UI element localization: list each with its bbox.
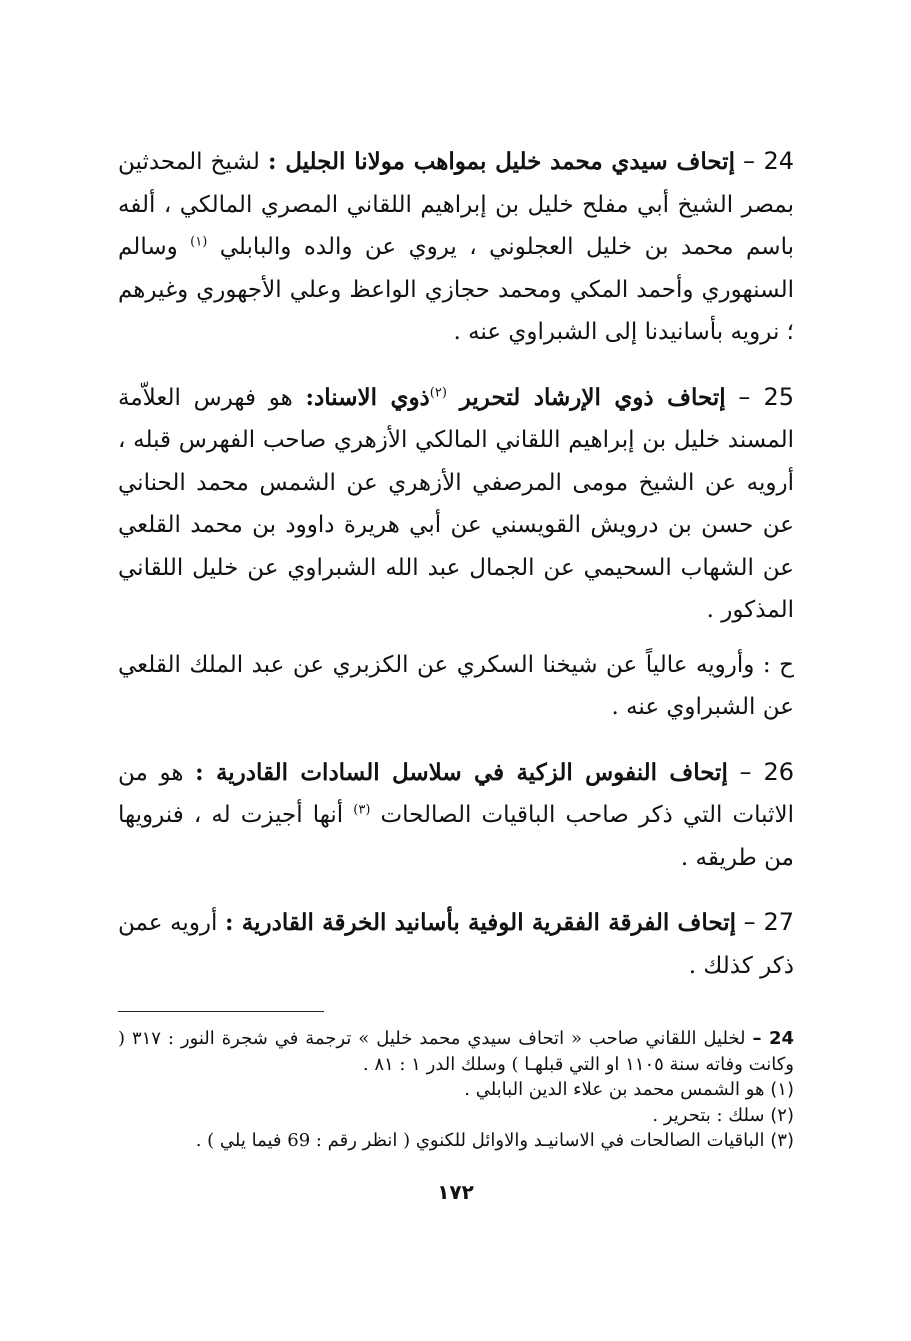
entry-25 [118,376,794,632]
entry-24 [118,140,794,354]
entry-text: أنها أجيزت له ، فنرويها من طريقه . [118,802,794,871]
footnote-text: هو الشمس محمد بن علاء الدين البابلي . [464,1079,765,1100]
entry-title: إتحاف ذوي الإرشاد لتحرير [459,383,726,411]
footnote-label: (٣) [770,1130,794,1151]
footnote-1 [118,1077,794,1103]
entry-number: 27 – [743,908,795,936]
footnote-ref[interactable]: (١) [190,234,208,250]
entry-27 [118,901,794,987]
footnote-text: لخليل اللقاني صاحب « اتحاف سيدي محمد خليل » ترجمة في شجرة النور : ٣١٧ ( وكانت وفاته سنة ١١٠٥ او التي قبلهـا ) وسلك الدر ١ : ٨١ . [118,1028,794,1075]
footnote-ref[interactable]: (٢) [429,384,447,400]
page-body [118,140,794,1154]
entry-text: هو فهرس العلاّمة المسند خليل بن إبراهيم اللقاني المالكي الأزهري صاحب الفهرس قبله ، أرويه عن الشيخ مومى المرصفي الأزهري عن الشمس محمد الحناني عن حسن بن درويش القويسني عن أبي هريرة داوود بن محمد القلعي عن الشهاب السحيمي عن الجمال عبد الله الشبراوي عن خليل اللقاني المذكور . [118,384,794,623]
entry-text: لشيخ المحدثين بمصر الشيخ أبي مفلح خليل بن إبراهيم اللقاني المصري المالكي ، ألفه باسم محمد بن خليل العجلوني ، يروي عن والده والبابلي [118,149,794,260]
footnote-label: (١) [770,1079,794,1100]
entry-number: 25 – [738,382,795,411]
footnote-label: 24 – [752,1028,794,1049]
entry-title: إتحاف النفوس الزكية في سلاسل السادات القادرية : [195,758,728,786]
footnote-ref[interactable]: (٣) [353,802,371,818]
footnotes [118,1026,794,1154]
footnote-2 [118,1103,794,1129]
entry-number: 24 – [743,147,794,175]
footnote-label: (٢) [770,1104,794,1126]
entry-26 [118,751,794,880]
entry-number: 26 – [739,757,795,786]
entry-title: إتحاف الفرقة الفقرية الوفية بأسانيد الخرقة القادرية : [225,909,736,936]
footnote-divider [118,1011,324,1012]
entry-text: ح : وأرويه عالياً عن شيخنا السكري عن الكزبري عن عبد الملك القلعي عن الشبراوي عنه . [118,651,794,720]
entry-title: إتحاف سيدي محمد خليل بمواهب مولانا الجليل : [267,148,735,175]
footnote-text: سلك : بتحرير . [652,1104,765,1126]
entry-text: أرويه عمن ذكر كذلك . [118,910,794,979]
entry-text: وسالم السنهوري وأحمد المكي ومحمد حجازي الواعظ وعلي الأجهوري وغيرهم ؛ نرويه بأسانيدنا إلى الشبراوي عنه . [118,234,794,345]
footnote-3 [118,1128,794,1154]
entry-25-continuation [118,644,794,729]
entry-title: ذوي الاسناد: [305,383,430,411]
page-number: ١٧٢ [437,1180,474,1204]
footnote-24 [118,1026,794,1077]
footnote-text: الباقيات الصالحات في الاسانيـد والاوائل للكنوي ( انظر رقم : 69 فيما يلي ) . [195,1130,765,1151]
entry-text: هو من الاثبات التي ذكر صاحب الباقيات الصالحات [118,759,795,828]
